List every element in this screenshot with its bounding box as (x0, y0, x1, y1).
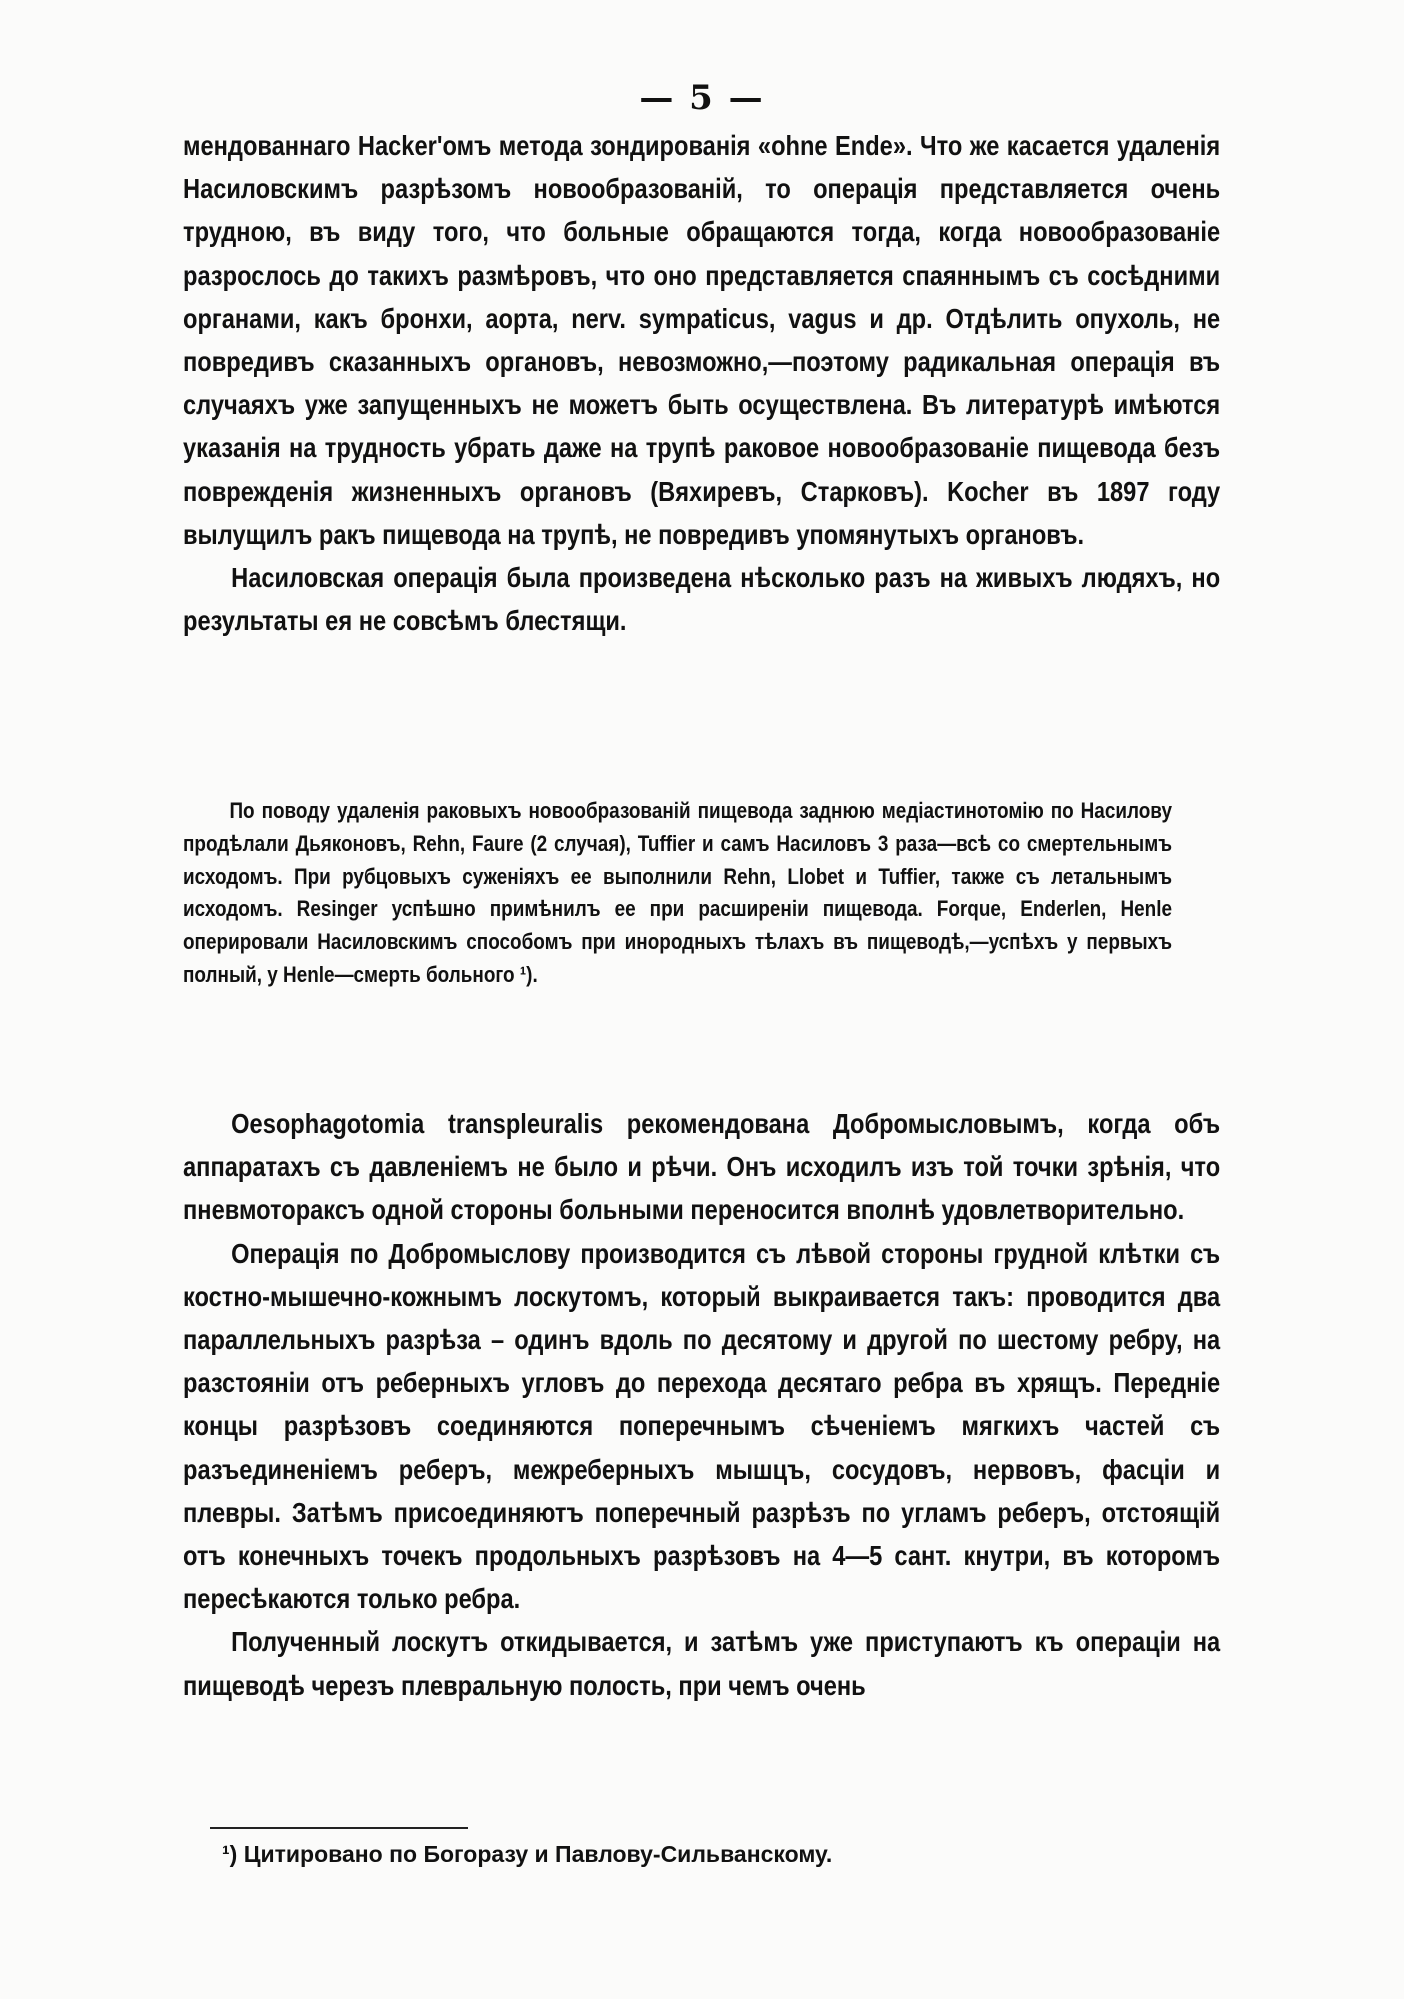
footnote-divider (210, 1827, 468, 1829)
paragraph: Операція по Добромыслову производится съ лѣвой стороны грудной клѣтки съ костно-мышечно-кожнымъ лоскутомъ, который выкраивается такъ: проводится два параллельныхъ разрѣза – одинъ вдоль по десятому и другой по шестому ребру, на разстояніи отъ реберныхъ угловъ до перехода десятаго ребра въ хрящъ. Передніе концы разрѣзовъ соединяются поперечнымъ сѣченіемъ мягкихъ частей съ разъединеніемъ реберъ, межреберныхъ мышцъ, сосудовъ, нервовъ, фасціи и плевры. Затѣмъ присоединяютъ поперечный разрѣзъ по угламъ реберъ, отстоящій отъ конечныхъ точекъ продольныхъ разрѣзовъ на 4—5 сант. кнутри, въ которомъ пересѣкаются только ребра. (183, 1237, 1221, 1615)
paragraph: Насиловская операція была произведена нѣсколько разъ на живыхъ людяхъ, но результаты ея не совсѣмъ блестящи. (183, 562, 1221, 637)
page-number: — 5 — (639, 78, 765, 118)
paragraph: Полученный лоскутъ откидывается, и затѣмъ уже приступаютъ къ операціи на пищеводѣ черезъ плевральную полость, при чемъ очень (183, 1626, 1221, 1701)
body-text-bottom (183, 1102, 1220, 1707)
small-paragraph: По поводу удаленія раковыхъ новообразованій пищевода заднюю медіастинотомію по Насилову продѣлали Дьяконовъ, Rehn, Faure (2 случая), Tuffier и самъ Насиловъ 3 раза—всѣ со смертельнымъ исходомъ. При рубцовыхъ суженіяхъ ее выполнили Rehn, Llobet и Tuffier, также съ летальнымъ исходомъ. Resinger успѣшно примѣнилъ ее при расширеніи пищевода. Forque, Enderlen, Henle оперировали Насиловскимъ способомъ при инородныхъ тѣлахъ въ пищеводѣ,—успѣхъ у первыхъ полный, у Henle—смерть больного ¹). (183, 798, 1172, 987)
small-print-block (183, 795, 1220, 992)
footnote: ¹) Цитировано по Богоразу и Павлову-Сильванскому. (222, 1841, 833, 1867)
paragraph: мендованнаго Hacker'омъ метода зондированія «ohne Ende». Что же касается удаленія Насиловскимъ разрѣзомъ новообразованій, то операція представляется очень трудною, въ виду того, что больные обращаются тогда, когда новообразованіе разрослось до такихъ размѣровъ, что оно представляется спаяннымъ съ сосѣдними органами, какъ бронхи, аорта, nerv. sympaticus, vagus и др. Отдѣлить опухоль, не повредивъ сказанныхъ органовъ, невозможно,—поэтому радикальная операція въ случаяхъ уже запущенныхъ не можетъ быть осуществлена. Въ литературѣ имѣются указанія на трудность убрать даже на трупѣ раковое новообразованіе пищевода безъ поврежденія жизненныхъ органовъ (Вяхиревъ, Старковъ). Kocher въ 1897 году вылущилъ ракъ пищевода на трупѣ, не повредивъ упомянутыхъ органовъ. (183, 130, 1221, 550)
body-text-top (183, 124, 1220, 642)
paragraph: Oesophagotomia transpleuralis рекомендована Добромысловымъ, когда объ аппаратахъ съ давленіемъ не было и рѣчи. Онъ исходилъ изъ той точки зрѣнія, что пневмотораксъ одной стороны больными переносится вполнѣ удовлетворительно. (183, 1108, 1221, 1226)
